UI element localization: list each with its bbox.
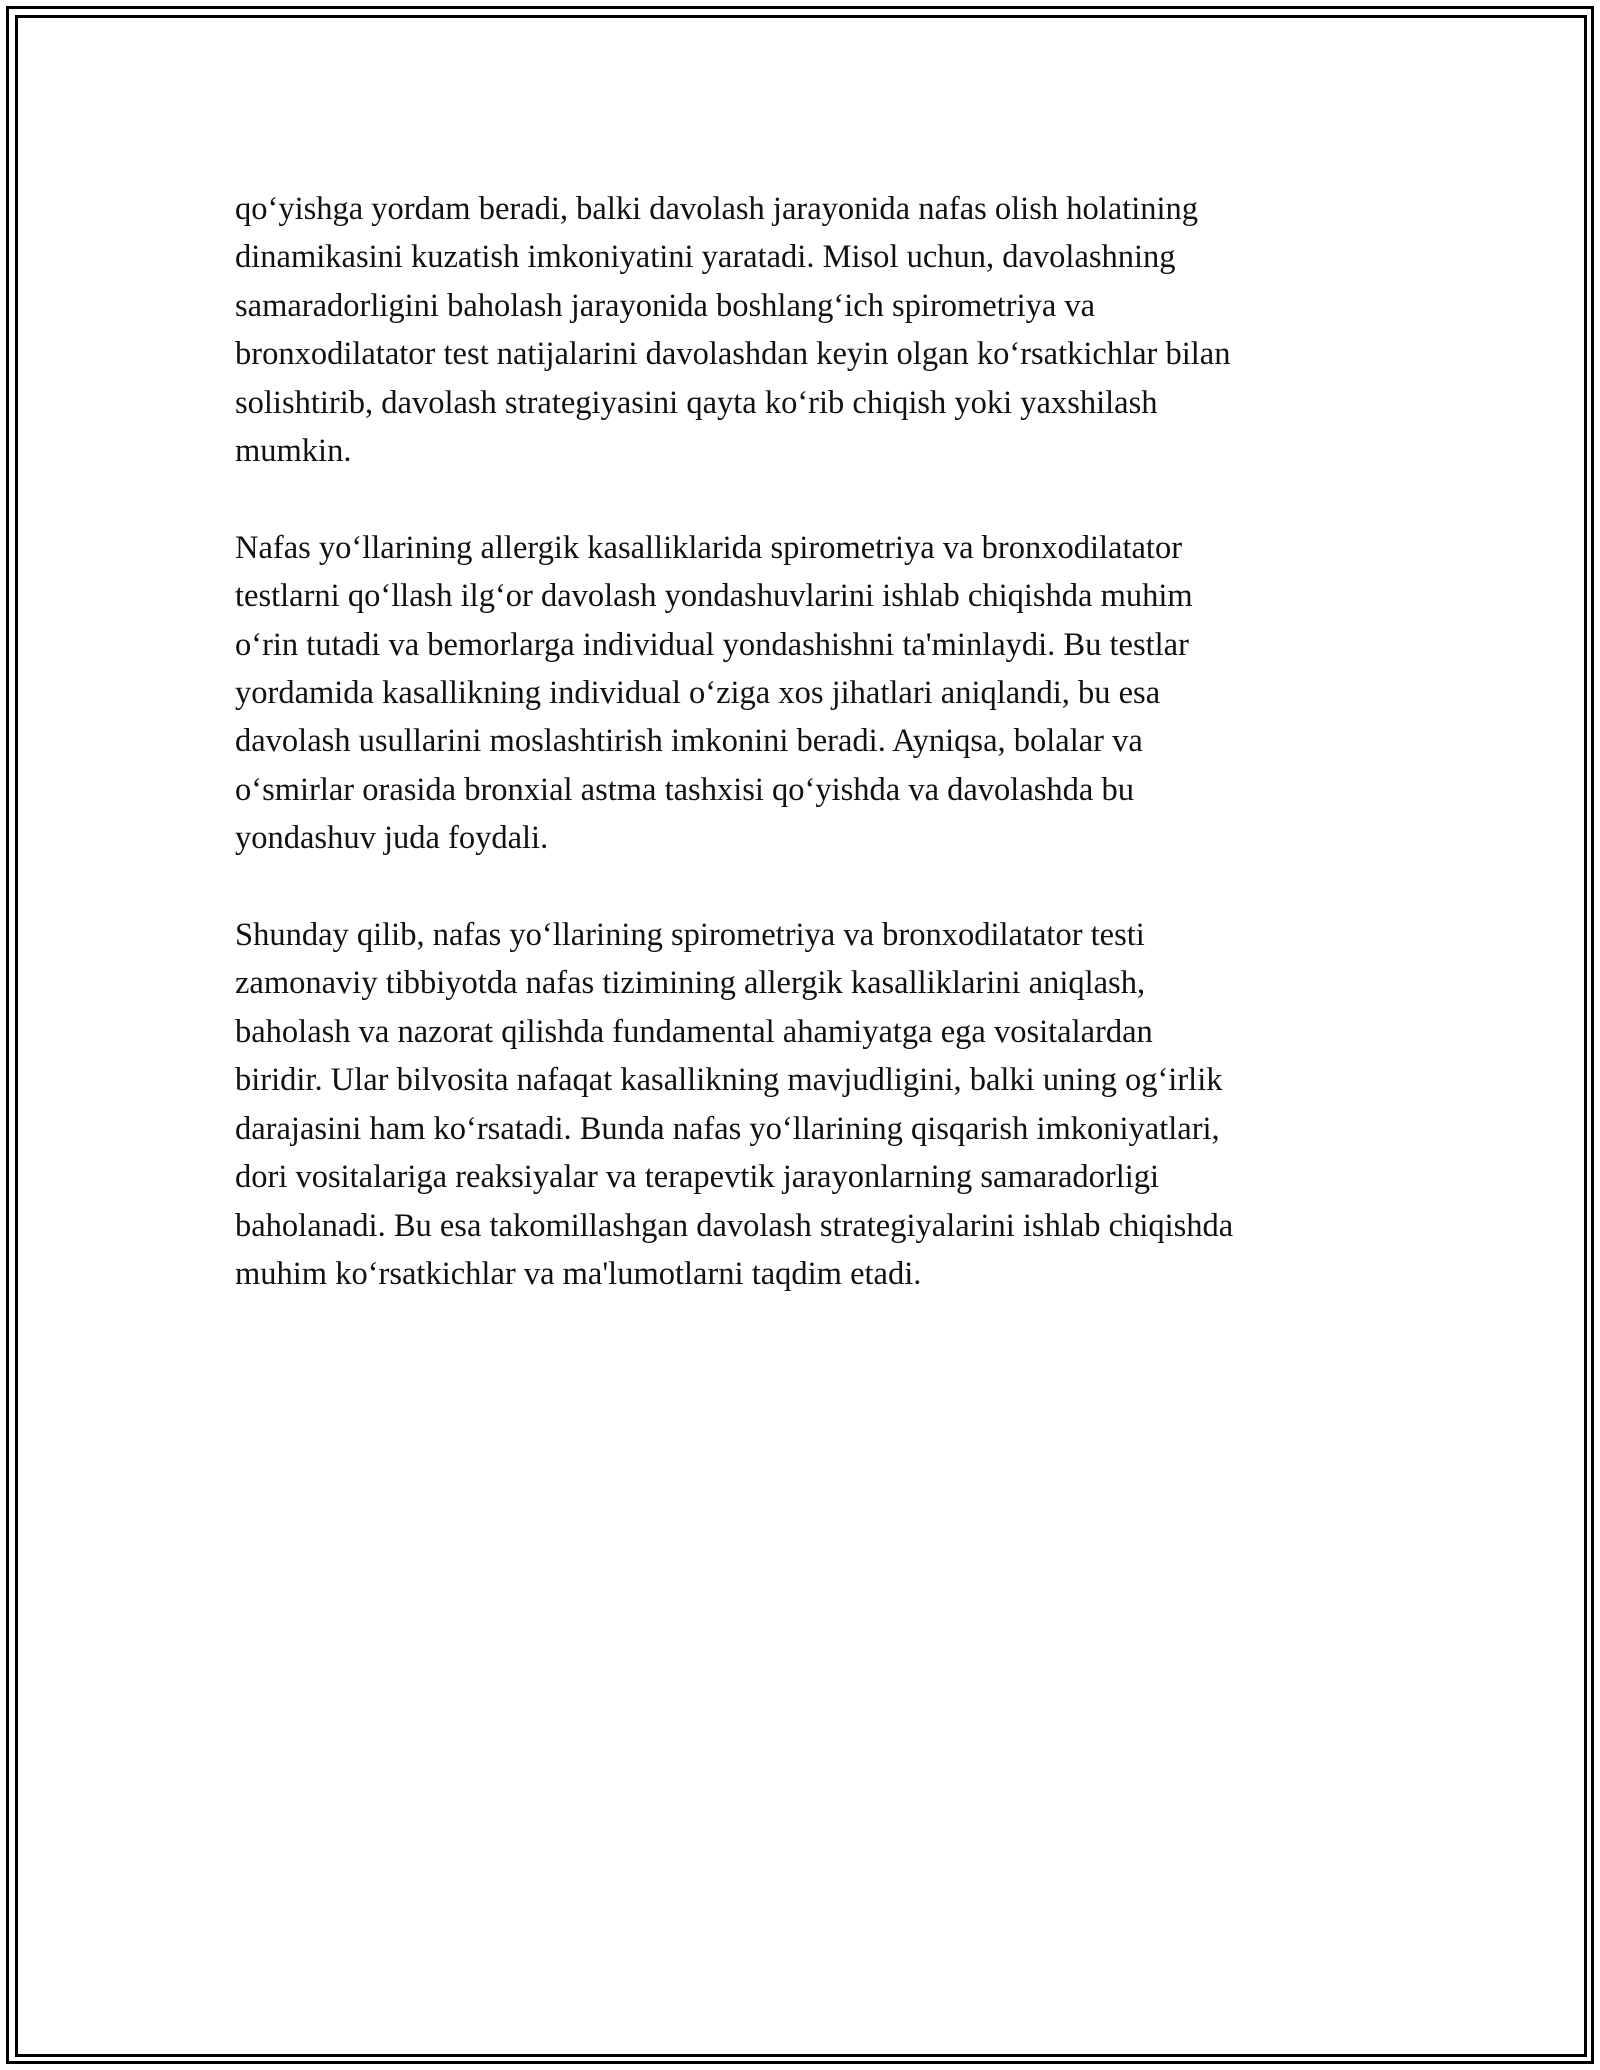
text-line: zamonaviy tibbiyotda nafas tizimining allergik kasalliklarini aniqlash, [235,965,1146,1002]
text-line: qo‘yishga yordam beradi, balki davolash jarayonida nafas olish holatining [235,191,1199,227]
text-line: darajasini ham ko‘rsatadi. Bunda nafas yo‘llarining qisqarish imkoniyatlari, [235,1110,1220,1147]
text-line: davolash usullarini moslashtirish imkonini beradi. Ayniqsa, bolalar va [235,723,1143,760]
text-line: bronxodilatator test natijalarini davolashdan keyin olgan ko‘rsatkichlar bilan [235,336,1231,373]
text-line: dori vositalariga reaksiyalar va terapevtik jarayonlarning samaradorligi [235,1159,1160,1196]
text-line: Nafas yo‘llarining allergik kasalliklarida spirometriya va bronxodilatator [235,529,1183,566]
paragraph-3 [235,911,1385,1298]
document-body [235,185,1385,1347]
text-line: biridir. Ular bilvosita nafaqat kasallikning mavjudligini, balki uning og‘irlik [235,1062,1223,1099]
text-line: baholanadi. Bu esa takomillashgan davolash strategiyalarini ishlab chiqishda [235,1207,1234,1244]
text-line: muhim ko‘rsatkichlar va ma'lumotlarni taqdim etadi. [235,1255,922,1292]
text-line: mumkin. [235,433,352,470]
text-line: solishtirib, davolash strategiyasini qayta ko‘rib chiqish yoki yaxshilash [235,384,1158,421]
text-line: o‘rin tutadi va bemorlarga individual yondashishni ta'minlaydi. Bu testlar [235,626,1189,663]
text-line: yordamida kasallikning individual o‘ziga xos jihatlari aniqlandi, bu esa [235,675,1161,712]
text-line: testlarni qo‘llash ilg‘or davolash yondashuvlarini ishlab chiqishda muhim [235,578,1193,615]
text-line: o‘smirlar orasida bronxial astma tashxisi qo‘yishda va davolashda bu [235,771,1134,808]
text-line: yondashuv juda foydali. [235,820,549,857]
paragraph-1 [235,185,1385,475]
text-line: samaradorligini baholash jarayonida boshlang‘ich spirometriya va [235,287,1096,324]
text-line: baholash va nazorat qilishda fundamental ahamiyatga ega vositalardan [235,1013,1153,1050]
text-line: dinamikasini kuzatish imkoniyatini yaratadi. Misol uchun, davolashning [235,239,1176,276]
paragraph-2 [235,524,1385,863]
text-line: Shunday qilib, nafas yo‘llarining spirometriya va bronxodilatator testi [235,917,1145,954]
